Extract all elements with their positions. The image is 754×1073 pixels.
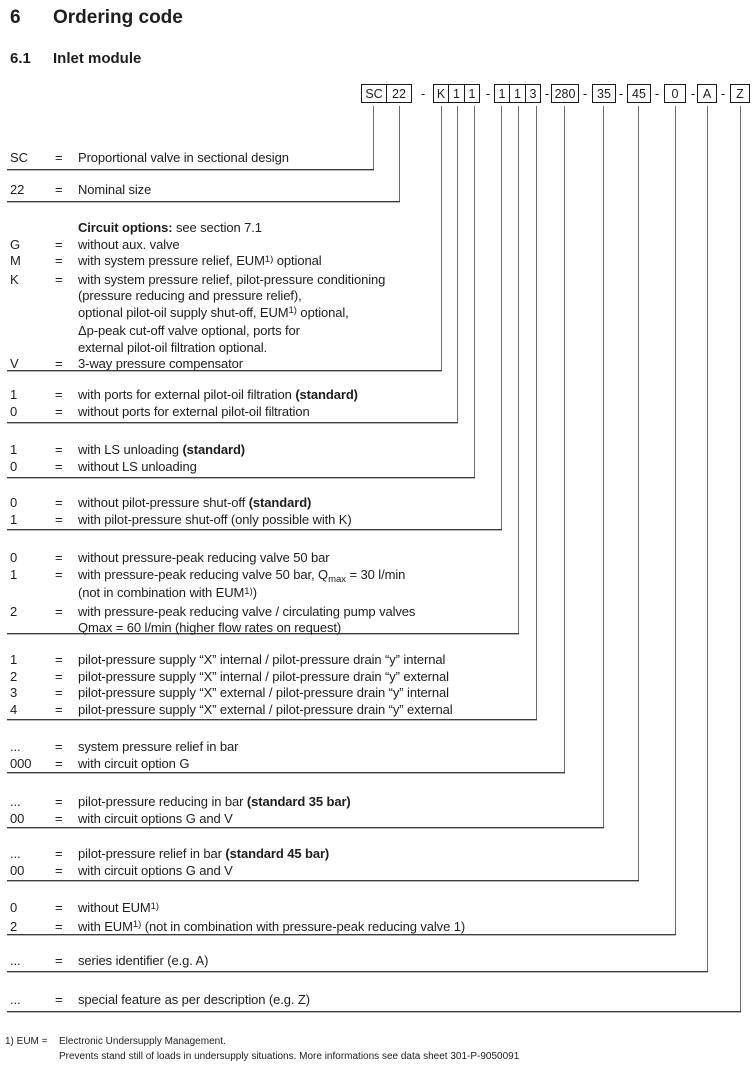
option-description [78, 863, 329, 880]
equals-sign: = [55, 566, 63, 582]
description-text: with circuit options G and V [78, 862, 233, 878]
equals-sign: = [55, 356, 63, 371]
description-text: Proportional valve in sectional design [78, 150, 289, 165]
code-separator-hyphen: - [420, 86, 426, 101]
description-text: Δp-peak cut-off valve optional, ports for [78, 323, 300, 338]
code-drop-line [740, 106, 741, 1011]
code-separator-hyphen: - [618, 86, 624, 101]
equals-sign: = [55, 236, 63, 252]
description-text: series identifier (e.g. A) [78, 953, 209, 968]
ordering-code-box: K [433, 84, 449, 103]
option-code: ... [10, 846, 21, 861]
equals-sign: = [55, 739, 63, 754]
option-description [78, 237, 385, 254]
option-code: 00 [10, 862, 25, 878]
superscript-note-ref: 1) [244, 585, 253, 597]
equals-sign: = [55, 953, 63, 968]
equals-sign: = [55, 182, 63, 197]
option-description [78, 669, 453, 686]
option-description [78, 756, 238, 773]
code-description-block [10, 182, 151, 199]
code-description-block [10, 794, 351, 827]
option-description [78, 404, 358, 421]
option-code: ... [10, 953, 21, 968]
description-text: = 30 l/min [346, 566, 406, 582]
option-description [78, 739, 238, 756]
option-description [78, 585, 415, 604]
equals-sign: = [55, 603, 63, 619]
description-text: without pilot-pressure shut-off [78, 495, 249, 510]
option-description [78, 512, 352, 529]
equals-sign [55, 340, 78, 357]
description-text: without LS unloading [78, 458, 197, 474]
block-underline [7, 719, 537, 720]
ordering-code-box: SC [361, 84, 387, 103]
code-description-block [10, 846, 329, 879]
equals-sign: = [55, 442, 63, 457]
option-code: ... [10, 992, 21, 1007]
code-drop-line [564, 106, 565, 772]
section-number: 6 [10, 7, 21, 28]
code-separator-hyphen: - [582, 86, 588, 101]
description-text: with ports for external pilot-oil filtration [78, 387, 296, 402]
equals-sign: = [55, 652, 63, 667]
equals-sign [55, 220, 78, 237]
ordering-code-group [361, 84, 412, 103]
option-code: 0 [10, 403, 18, 419]
option-description [78, 182, 151, 199]
code-drop-line [536, 106, 537, 719]
block-underline [7, 1011, 741, 1012]
option-description [78, 919, 465, 938]
option-description [78, 387, 358, 404]
option-code: SC [10, 150, 28, 165]
option-description [78, 620, 415, 637]
option-description [78, 811, 351, 828]
description-text: special feature as per description (e.g. Z) [78, 992, 310, 1007]
description-text: with circuit options G and V [78, 810, 233, 826]
code-drop-line [457, 106, 458, 422]
description-text: (pressure reducing and pressure relief), [78, 288, 302, 303]
equals-sign: = [55, 150, 63, 165]
description-text: (standard 45 bar) [225, 846, 330, 861]
block-underline [7, 880, 639, 881]
superscript-note-ref: 1) [264, 253, 274, 265]
description-text: Nominal size [78, 182, 152, 197]
description-text: with pilot-pressure shut-off (only possible with K) [78, 511, 352, 527]
block-underline [7, 772, 565, 773]
code-description-block [10, 220, 385, 373]
ordering-code-box: 0 [664, 84, 686, 103]
subsection-heading [10, 50, 141, 67]
description-text: with LS unloading [78, 442, 183, 457]
subscript-text: max [328, 573, 347, 585]
description-text: without EUM [78, 900, 151, 915]
equals-sign: = [55, 253, 63, 268]
equals-sign: = [55, 918, 63, 934]
code-description-block [10, 953, 208, 970]
ordering-code-box: 1 [448, 84, 465, 103]
option-code: G [10, 236, 21, 252]
option-description [78, 305, 385, 324]
option-description [78, 272, 385, 289]
option-code [10, 620, 55, 637]
footnote-line: Prevents stand still of loads in undersupply situations. More informations see data sheet 301-P-9050091 [59, 1050, 520, 1062]
description-text: with system pressure relief, EUM [78, 253, 265, 268]
subsection-title: Inlet module [53, 50, 142, 67]
description-text: without aux. valve [78, 236, 180, 252]
description-text: 3-way pressure compensator [78, 356, 244, 371]
code-drop-line [474, 106, 475, 477]
equals-sign: = [55, 755, 63, 771]
option-code: 1 [10, 566, 18, 582]
block-underline [7, 201, 400, 202]
block-underline [7, 169, 374, 170]
option-description [78, 495, 352, 512]
code-drop-line [675, 106, 676, 934]
description-text: optional pilot-oil supply shut-off, EUM [78, 304, 289, 320]
option-description [78, 340, 385, 357]
option-code: K [10, 271, 19, 287]
option-code [10, 305, 55, 324]
description-text: (standard 35 bar) [246, 794, 351, 809]
description-text: (standard) [295, 387, 358, 402]
equals-sign: = [55, 862, 63, 878]
equals-sign: = [55, 846, 63, 861]
option-code: M [10, 253, 21, 268]
description-text: (standard) [182, 442, 246, 457]
code-drop-line [638, 106, 639, 880]
option-code: 0 [10, 900, 18, 915]
description-text: with pressure-peak reducing valve / circulating pump valves [78, 603, 416, 619]
option-description [78, 702, 453, 719]
description-text: Qmax = 60 l/min (higher flow rates on request) [78, 620, 342, 635]
description-text: system pressure relief in bar [78, 739, 239, 754]
ordering-code-group [664, 84, 686, 103]
option-code: 1 [10, 511, 18, 527]
code-drop-line [441, 106, 442, 370]
equals-sign: = [55, 495, 63, 510]
equals-sign: = [55, 685, 63, 700]
option-code: V [10, 356, 19, 371]
equals-sign: = [55, 511, 63, 527]
option-description [78, 685, 453, 702]
ordering-code-box: 3 [525, 84, 541, 103]
ordering-code-group [592, 84, 616, 103]
code-separator-hyphen: - [654, 86, 660, 101]
ordering-code-group [730, 84, 750, 103]
equals-sign: = [55, 701, 63, 717]
description-text: with circuit option G [78, 755, 190, 771]
block-underline [7, 477, 475, 478]
equals-sign: = [55, 794, 63, 809]
ordering-code-group [494, 84, 541, 103]
option-description [78, 220, 385, 237]
option-description [78, 442, 245, 459]
ordering-code-box: Z [730, 84, 750, 103]
code-description-block [10, 992, 310, 1009]
ordering-code-box: 22 [386, 84, 412, 103]
section-heading [10, 7, 183, 29]
ordering-code-group [551, 84, 579, 103]
code-drop-line [399, 106, 400, 201]
footnote-label: 1) EUM = [5, 1036, 48, 1047]
code-description-block [10, 550, 415, 637]
superscript-note-ref: 1) [132, 919, 142, 930]
option-code: 1 [10, 387, 18, 402]
option-code [10, 323, 55, 340]
description-text: ) [252, 585, 257, 600]
ordering-code-box: 45 [627, 84, 651, 103]
equals-sign: = [55, 271, 63, 287]
description-text: pilot-pressure supply “X” internal / pilot-pressure drain “y” external [78, 668, 449, 684]
option-code: 22 [10, 182, 25, 197]
description-text: with system pressure relief, pilot-pressure conditioning [78, 271, 386, 287]
option-description [78, 150, 289, 167]
code-description-block [10, 150, 289, 167]
code-description-block [10, 387, 358, 420]
equals-sign: = [55, 387, 63, 402]
footnote-text [59, 1035, 519, 1064]
option-code: 3 [10, 685, 18, 700]
description-text: with pressure-peak reducing valve 50 bar, Q [78, 566, 329, 582]
option-description [78, 459, 245, 476]
description-text: (not in combination with pressure-peak reducing valve 1) [141, 918, 466, 934]
code-description-block [10, 442, 245, 475]
code-description-block [10, 900, 465, 937]
description-text: (standard) [248, 495, 312, 510]
ordering-code-box: 1 [509, 84, 526, 103]
code-description-block [10, 739, 238, 772]
description-text: without ports for external pilot-oil filtration [78, 403, 310, 419]
ordering-code-box: A [697, 84, 717, 103]
code-separator-hyphen: - [690, 86, 696, 101]
option-code: 4 [10, 701, 18, 717]
option-description [78, 550, 415, 567]
code-separator-hyphen: - [485, 86, 491, 101]
equals-sign: = [55, 992, 63, 1007]
description-text: (not in combination with EUM [78, 585, 245, 600]
description-text: with EUM [78, 918, 133, 934]
description-text: pilot-pressure relief in bar [78, 846, 226, 861]
description-text: optional [273, 253, 322, 268]
code-separator-hyphen: - [720, 86, 726, 101]
code-separator-hyphen: - [544, 86, 550, 101]
option-description [78, 356, 385, 373]
description-text: Circuit options: [78, 220, 173, 235]
footnote [5, 1035, 519, 1064]
option-description [78, 604, 415, 621]
option-description [78, 794, 351, 811]
equals-sign [55, 585, 78, 604]
code-drop-line [603, 106, 604, 827]
description-text: pilot-pressure reducing in bar [78, 794, 247, 809]
option-description [78, 323, 385, 340]
option-description [78, 288, 385, 305]
option-code: 00 [10, 810, 25, 826]
superscript-note-ref: 1) [288, 305, 297, 316]
option-code: ... [10, 794, 21, 809]
code-description-block [10, 652, 453, 718]
code-drop-line [707, 106, 708, 971]
description-text: pilot-pressure supply “X” external / pilot-pressure drain “y” internal [78, 685, 449, 700]
option-description [78, 652, 453, 669]
subsection-number: 6.1 [10, 50, 31, 67]
option-description [78, 846, 329, 863]
footnote-line: Electronic Undersupply Management. [59, 1036, 226, 1047]
equals-sign: = [55, 550, 63, 565]
option-code: ... [10, 739, 21, 754]
option-code [10, 288, 55, 305]
section-title: Ordering code [53, 7, 183, 28]
option-code: 0 [10, 458, 18, 474]
option-code: 0 [10, 495, 18, 510]
option-code: 1 [10, 652, 18, 667]
block-underline [7, 827, 604, 828]
equals-sign: = [55, 458, 63, 474]
equals-sign [55, 288, 78, 305]
option-description [78, 900, 465, 919]
equals-sign: = [55, 810, 63, 826]
block-underline [7, 971, 708, 972]
option-code: 2 [10, 603, 18, 619]
equals-sign: = [55, 668, 63, 684]
option-code: 2 [10, 918, 18, 934]
option-code: 000 [10, 755, 32, 771]
option-description [78, 253, 385, 272]
code-drop-line [518, 106, 519, 633]
superscript-note-ref: 1) [150, 900, 160, 912]
equals-sign: = [55, 403, 63, 419]
ordering-code-box: 1 [464, 84, 480, 103]
block-underline [7, 529, 502, 530]
equals-sign [55, 305, 78, 324]
description-text: optional, [296, 304, 349, 320]
equals-sign [55, 323, 78, 340]
description-text: pilot-pressure supply “X” external / pilot-pressure drain “y” external [78, 701, 453, 717]
option-description [78, 953, 208, 970]
option-description [78, 567, 415, 586]
code-description-block [10, 495, 352, 528]
option-code [10, 220, 55, 237]
description-text: external pilot-oil filtration optional. [78, 339, 268, 355]
code-drop-line [373, 106, 374, 169]
ordering-code-group [433, 84, 480, 103]
equals-sign [55, 620, 78, 637]
ordering-code-group [627, 84, 651, 103]
code-drop-line [501, 106, 502, 529]
option-description [78, 992, 310, 1009]
block-underline [7, 422, 458, 423]
ordering-code-box: 35 [592, 84, 616, 103]
option-code: 2 [10, 668, 18, 684]
equals-sign: = [55, 900, 63, 915]
ordering-code-box: 1 [494, 84, 510, 103]
description-text: pilot-pressure supply “X” internal / pilot-pressure drain “y” internal [78, 652, 446, 667]
description-text: see section 7.1 [172, 220, 262, 235]
option-code [10, 585, 55, 604]
ordering-code-group [697, 84, 717, 103]
option-code: 0 [10, 550, 18, 565]
description-text: without pressure-peak reducing valve 50 bar [78, 550, 330, 565]
option-code [10, 340, 55, 357]
ordering-code-box: 280 [551, 84, 579, 103]
option-code: 1 [10, 442, 18, 457]
